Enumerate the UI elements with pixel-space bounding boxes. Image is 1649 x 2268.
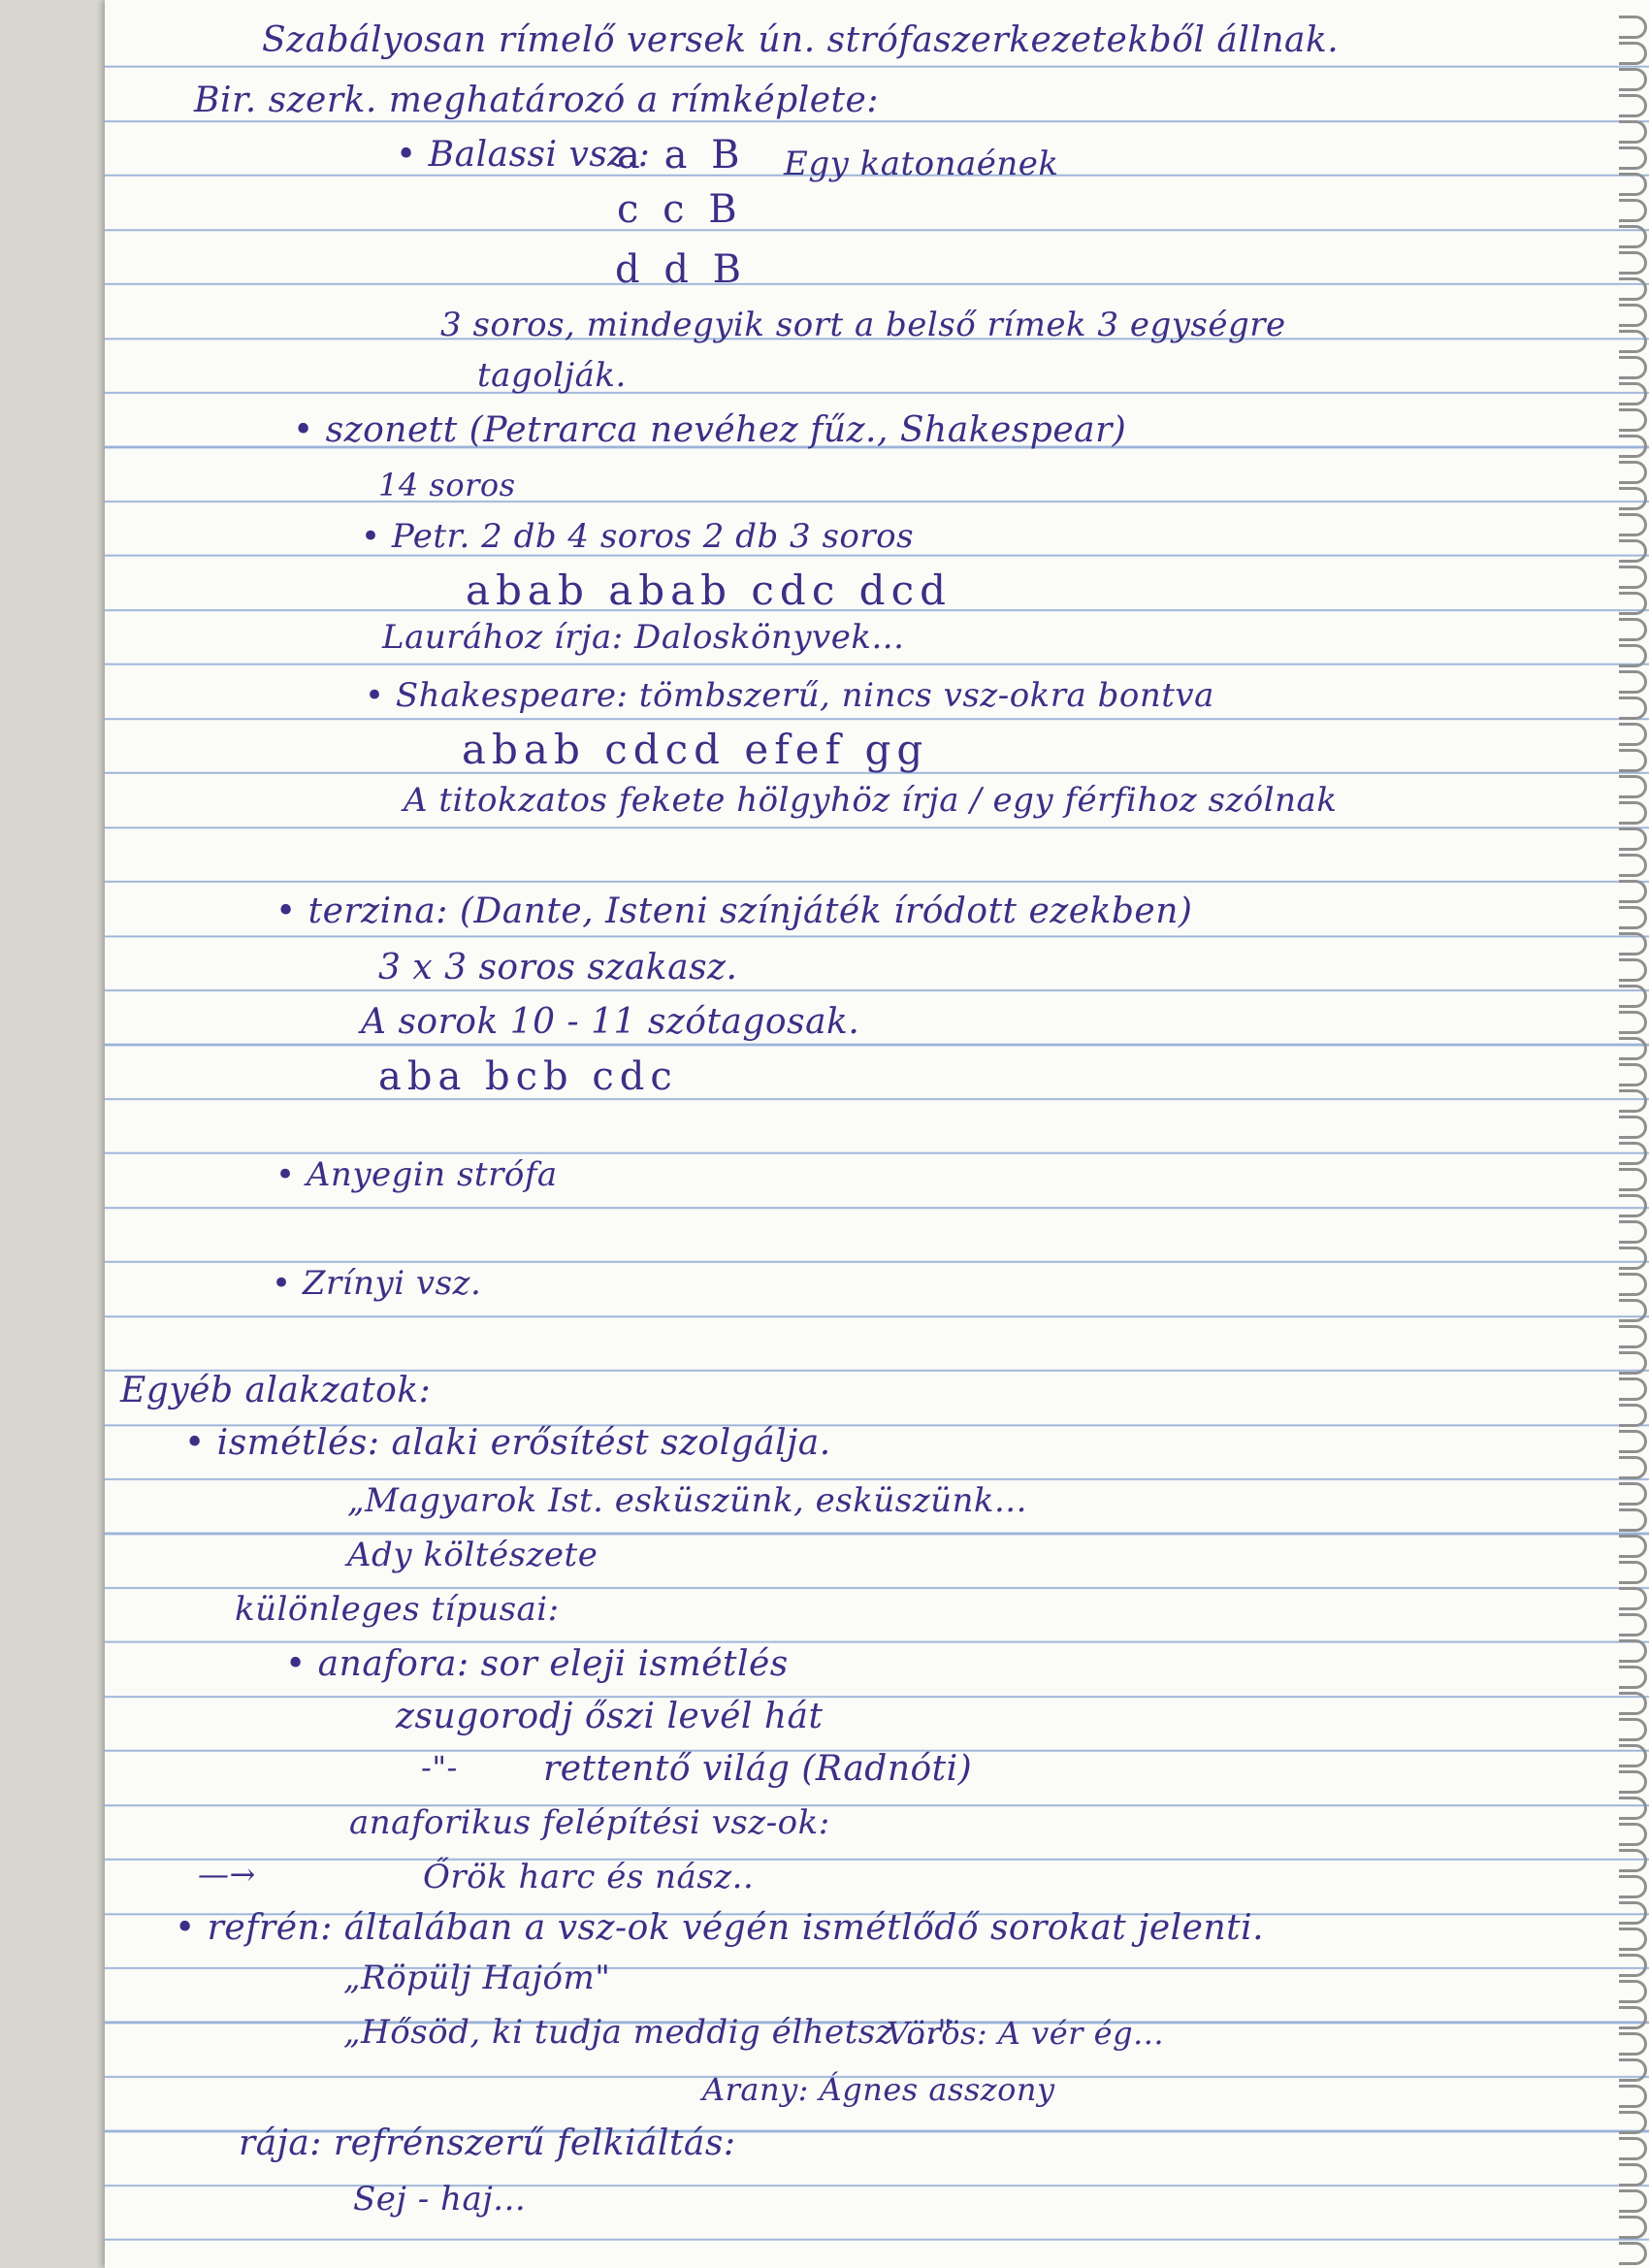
binding-ring bbox=[1619, 1247, 1647, 1270]
binding-ring bbox=[1619, 2163, 1647, 2187]
handwritten-line: • terzina: (Dante, Isteni színjáték íródott ezekben) bbox=[275, 891, 1193, 931]
binding-ring bbox=[1619, 932, 1647, 956]
binding-ring bbox=[1619, 408, 1647, 432]
handwritten-line: • szonett (Petrarca nevéhez fűz., Shakespear) bbox=[293, 410, 1127, 450]
binding-ring bbox=[1619, 16, 1647, 39]
handwritten-line: Őrök harc és nász.. bbox=[423, 1858, 755, 1896]
binding-ring bbox=[1619, 775, 1647, 798]
handwritten-line: A titokzatos fekete hölgyhöz írja / egy férfihoz szólnak bbox=[404, 781, 1338, 820]
rhyme-scheme-line: a a B bbox=[617, 133, 746, 178]
handwritten-line: különleges típusai: bbox=[235, 1590, 560, 1629]
binding-ring bbox=[1619, 2085, 1647, 2108]
binding-ring bbox=[1619, 42, 1647, 65]
binding-ring bbox=[1619, 1849, 1647, 1872]
binding-ring bbox=[1619, 1692, 1647, 1715]
handwritten-line: Egyéb alakzatok: bbox=[120, 1371, 432, 1410]
handwritten-line: • anafora: sor eleji ismétlés bbox=[285, 1644, 789, 1684]
binding-ring bbox=[1619, 644, 1647, 667]
binding-ring bbox=[1619, 68, 1647, 91]
rhyme-scheme-line: abab cdcd efef gg bbox=[462, 726, 929, 773]
rhyme-scheme-line: aba bcb cdc bbox=[378, 1054, 678, 1099]
handwritten-line: Bir. szerk. meghatározó a rímképlete: bbox=[194, 81, 879, 120]
handwritten-line: rettentő világ (Radnóti) bbox=[543, 1749, 973, 1789]
handwritten-line: Szabályosan rímelő versek ún. strófaszerkezetekből állnak. bbox=[262, 20, 1340, 60]
handwritten-line: Arany: Ágnes asszony bbox=[702, 2071, 1055, 2108]
handwritten-line: „Röpülj Hajóm" bbox=[343, 1959, 611, 1997]
handwritten-line: Laurához írja: Daloskönyvek... bbox=[382, 618, 905, 657]
handwritten-line: -"- bbox=[421, 1749, 458, 1786]
binding-ring bbox=[1619, 1377, 1647, 1401]
binding-ring bbox=[1619, 566, 1647, 589]
binding-ring bbox=[1619, 854, 1647, 877]
binding-ring bbox=[1619, 1299, 1647, 1322]
handwritten-line: • ismétlés: alaki erősítést szolgálja. bbox=[184, 1423, 831, 1463]
binding-ring bbox=[1619, 1613, 1647, 1636]
handwritten-line: Vörös: A vér ég... bbox=[887, 2015, 1165, 2052]
binding-ring bbox=[1619, 592, 1647, 615]
handwritten-line: 14 soros bbox=[378, 467, 516, 503]
binding-ring bbox=[1619, 958, 1647, 982]
binding-ring bbox=[1619, 1168, 1647, 1191]
binding-ring bbox=[1619, 1351, 1647, 1375]
rhyme-scheme-line: abab abab cdc dcd bbox=[466, 567, 952, 614]
binding-ring bbox=[1619, 1770, 1647, 1794]
binding-ring bbox=[1619, 697, 1647, 720]
binding-ring bbox=[1619, 304, 1647, 327]
binding-ring bbox=[1619, 199, 1647, 222]
binding-ring bbox=[1619, 1142, 1647, 1165]
binding-ring bbox=[1619, 94, 1647, 117]
binding-ring bbox=[1619, 1456, 1647, 1479]
binding-ring bbox=[1619, 749, 1647, 772]
binding-ring bbox=[1619, 2058, 1647, 2082]
binding-ring bbox=[1619, 1954, 1647, 1977]
binding-ring bbox=[1619, 1666, 1647, 1689]
handwritten-line: „Magyarok Ist. esküszünk, esküszünk... bbox=[347, 1481, 1027, 1520]
binding-ring bbox=[1619, 146, 1647, 170]
binding-ring bbox=[1619, 1823, 1647, 1846]
binding-ring bbox=[1619, 2006, 1647, 2029]
binding-ring bbox=[1619, 2242, 1647, 2265]
binding-ring bbox=[1619, 1587, 1647, 1610]
binding-ring bbox=[1619, 1325, 1647, 1348]
binding-ring bbox=[1619, 2189, 1647, 2213]
binding-ring bbox=[1619, 461, 1647, 484]
handwritten-line: A sorok 10 - 11 szótagosak. bbox=[361, 1002, 860, 1042]
spiral-binding bbox=[1610, 0, 1649, 2268]
handwritten-line: —→ bbox=[198, 1856, 256, 1893]
handwritten-line: rája: refrénszerű felkiáltás: bbox=[239, 2123, 736, 2163]
binding-ring bbox=[1619, 1089, 1647, 1113]
binding-ring bbox=[1619, 1639, 1647, 1663]
binding-ring bbox=[1619, 1535, 1647, 1558]
binding-ring bbox=[1619, 1482, 1647, 1506]
binding-ring bbox=[1619, 382, 1647, 405]
binding-ring bbox=[1619, 1011, 1647, 1034]
handwritten-line: anaforikus felépítési vsz-ok: bbox=[349, 1803, 830, 1842]
binding-ring bbox=[1619, 1037, 1647, 1060]
handwritten-line: • Balassi vsz.: bbox=[396, 135, 651, 175]
binding-ring bbox=[1619, 1430, 1647, 1453]
binding-ring bbox=[1619, 251, 1647, 275]
binding-ring bbox=[1619, 1194, 1647, 1217]
binding-ring bbox=[1619, 985, 1647, 1008]
binding-ring bbox=[1619, 1718, 1647, 1741]
binding-ring bbox=[1619, 1273, 1647, 1296]
binding-ring bbox=[1619, 1797, 1647, 1820]
handwritten-line: 3 soros, mindegyik sort a belső rímek 3 egységre bbox=[440, 306, 1286, 344]
binding-ring bbox=[1619, 356, 1647, 379]
handwritten-line: Egy katonaének bbox=[784, 145, 1059, 183]
binding-ring bbox=[1619, 330, 1647, 353]
binding-ring bbox=[1619, 1063, 1647, 1086]
binding-ring bbox=[1619, 1561, 1647, 1584]
binding-ring bbox=[1619, 1875, 1647, 1898]
binding-ring bbox=[1619, 277, 1647, 301]
binding-ring bbox=[1619, 2032, 1647, 2056]
handwritten-line: • Shakespeare: tömbszerű, nincs vsz-okra bontva bbox=[365, 676, 1214, 715]
notebook-page bbox=[105, 0, 1649, 2268]
handwritten-line: zsugorodj őszi levél hát bbox=[396, 1697, 824, 1736]
binding-ring bbox=[1619, 1744, 1647, 1767]
binding-ring bbox=[1619, 539, 1647, 563]
handwritten-line: • Zrínyi vsz. bbox=[272, 1264, 482, 1303]
binding-ring bbox=[1619, 670, 1647, 694]
binding-ring bbox=[1619, 2216, 1647, 2239]
handwritten-line: • refrén: általában a vsz-ok végén ismétlődő sorokat jelenti. bbox=[175, 1908, 1265, 1948]
binding-ring bbox=[1619, 1404, 1647, 1427]
handwritten-line: Sej - haj... bbox=[353, 2180, 527, 2219]
binding-ring bbox=[1619, 618, 1647, 641]
binding-ring bbox=[1619, 173, 1647, 196]
binding-ring bbox=[1619, 120, 1647, 144]
binding-ring bbox=[1619, 906, 1647, 929]
rhyme-scheme-line: d d B bbox=[615, 247, 748, 292]
binding-ring bbox=[1619, 1928, 1647, 1951]
handwritten-line: 3 x 3 soros szakasz. bbox=[378, 948, 738, 988]
handwritten-line: • Petr. 2 db 4 soros 2 db 3 soros bbox=[361, 517, 915, 556]
binding-ring bbox=[1619, 513, 1647, 536]
binding-ring bbox=[1619, 2111, 1647, 2134]
binding-ring bbox=[1619, 2137, 1647, 2160]
binding-ring bbox=[1619, 801, 1647, 825]
binding-ring bbox=[1619, 1220, 1647, 1244]
binding-ring bbox=[1619, 1980, 1647, 2003]
binding-ring bbox=[1619, 1116, 1647, 1139]
binding-ring bbox=[1619, 1901, 1647, 1925]
handwritten-line: • Anyegin strófa bbox=[275, 1155, 558, 1194]
binding-ring bbox=[1619, 723, 1647, 746]
binding-ring bbox=[1619, 225, 1647, 248]
rhyme-scheme-line: c c B bbox=[617, 187, 743, 232]
binding-ring bbox=[1619, 880, 1647, 903]
binding-ring bbox=[1619, 487, 1647, 510]
binding-ring bbox=[1619, 1508, 1647, 1532]
handwritten-line: tagolják. bbox=[477, 356, 627, 395]
binding-ring bbox=[1619, 827, 1647, 851]
binding-ring bbox=[1619, 435, 1647, 458]
handwritten-line: Ady költészete bbox=[347, 1536, 598, 1574]
handwritten-line: „Hősöd, ki tudja meddig élhetsz ..." bbox=[343, 2013, 954, 2052]
